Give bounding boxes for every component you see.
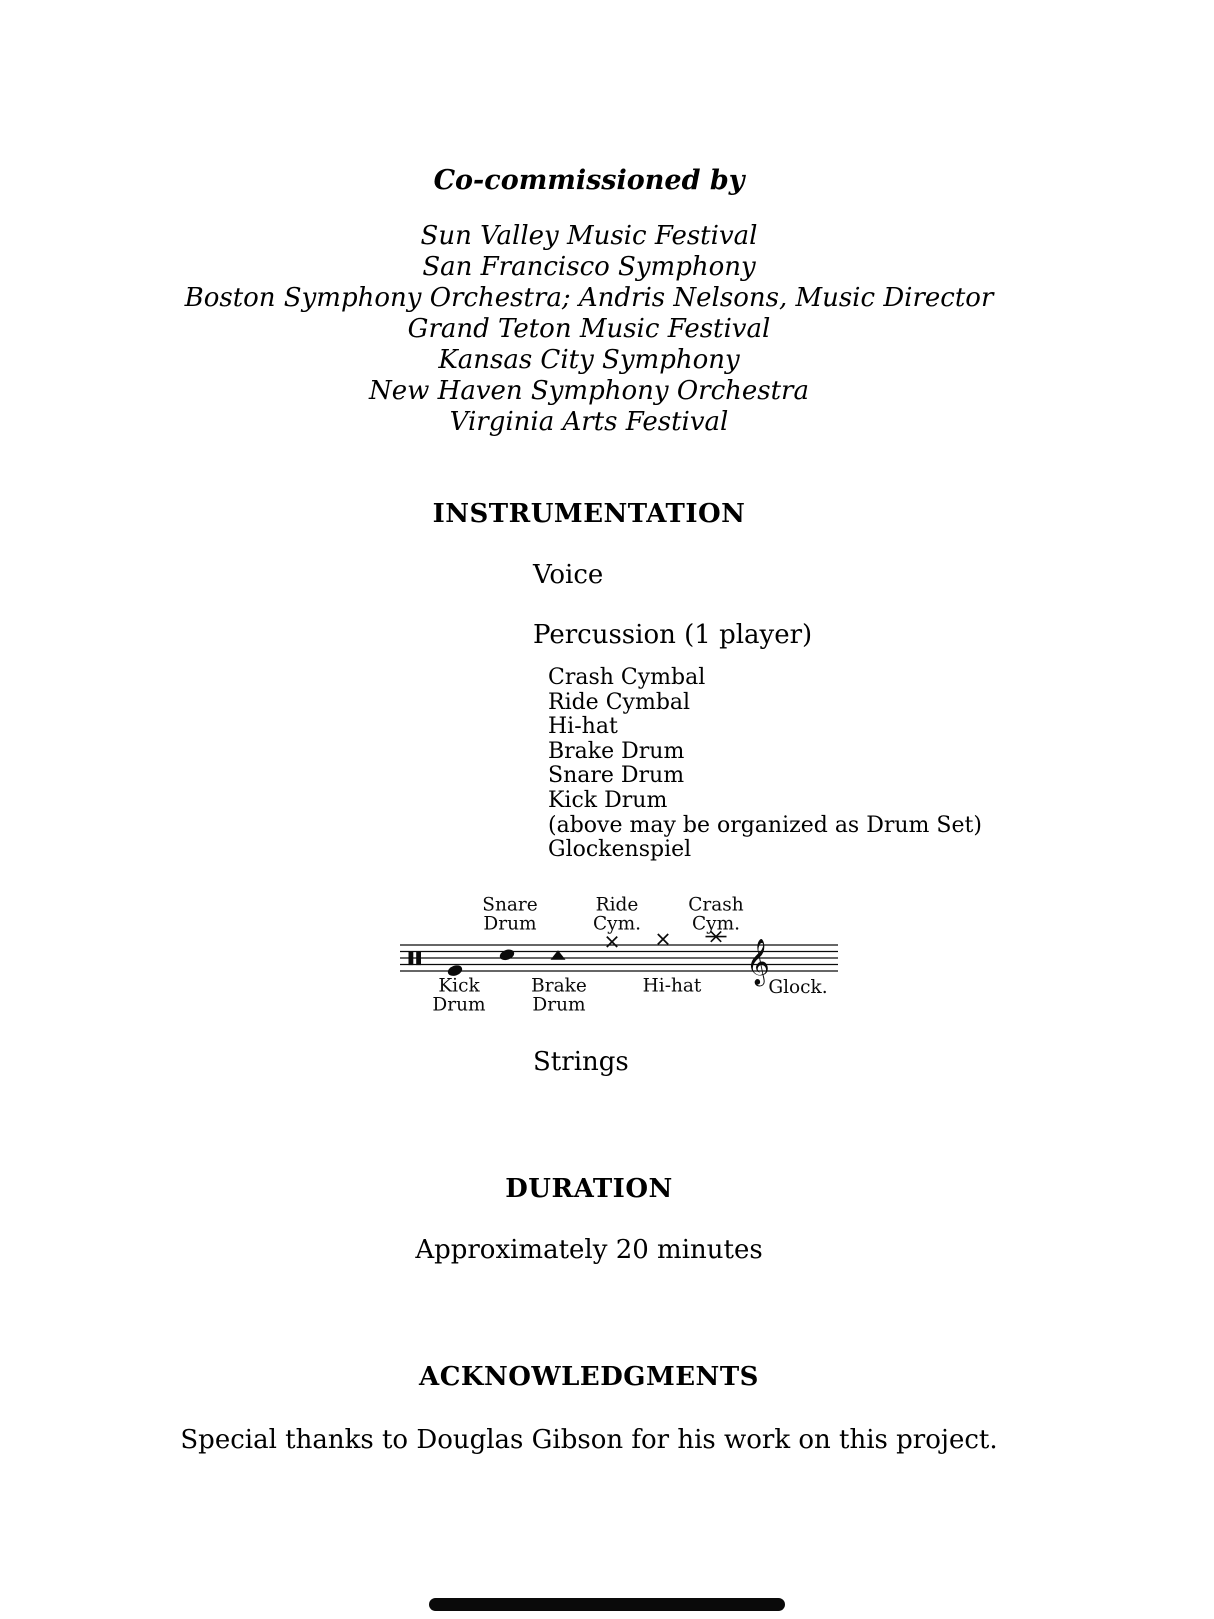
instrument-percussion: Percussion (1 player) [533,620,813,650]
hihat-label: Hi-hat [642,975,702,997]
percussion-item: Ride Cymbal [548,689,691,715]
duration-text: Approximately 20 minutes [415,1235,763,1265]
ride-cymbal-label-line2: Cym. [592,913,642,935]
snare-drum-label-line2: Drum [483,913,537,935]
percussion-item: Snare Drum [548,763,685,789]
snare-drum-label-line1: Snare [482,894,538,916]
brake-drum-label-line1: Brake [531,975,587,997]
crash-cymbal-label-line2: Cym. [691,913,741,935]
percussion-item: Crash Cymbal [548,665,706,690]
percussion-item: Hi-hat [548,714,618,740]
percussion-item: Glockenspiel [548,837,692,863]
snare-drum-notehead [498,948,515,962]
commissioner-line: New Haven Symphony Orchestra [369,376,809,406]
brake-drum-label-line2: Drum [532,994,586,1016]
treble-clef-icon: 𝄞 [746,939,770,985]
kick-drum-label-line1: Kick [438,975,480,997]
home-indicator[interactable] [429,1598,785,1611]
acknowledgments-heading: ACKNOWLEDGMENTS [419,1362,759,1392]
percussion-staff-figure [385,885,850,1020]
commissioner-line: Sun Valley Music Festival [420,221,758,251]
instrument-voice: Voice [533,560,604,590]
commissioner-line: Grand Teton Music Festival [407,314,771,344]
ride-cymbal-label-line1: Ride [595,894,639,916]
percussion-item: (above may be organized as Drum Set) [548,812,982,838]
commissioner-line: Boston Symphony Orchestra; Andris Nelsons, Music Director [184,283,994,313]
glockenspiel-label: Glock. [768,977,828,998]
kick-drum-label-line2: Drum [432,994,486,1016]
commissioner-line: Virginia Arts Festival [449,407,729,437]
instrument-strings: Strings [533,1047,629,1077]
percussion-item: Kick Drum [548,787,668,813]
acknowledgments-text: Special thanks to Douglas Gibson for his work on this project. [180,1425,998,1455]
commissioned-by-title: Co-commissioned by [433,165,745,196]
staff-lines [400,945,838,971]
commissioner-line: Kansas City Symphony [438,345,740,375]
hihat-notehead [658,934,668,944]
duration-heading: DURATION [505,1174,673,1204]
percussion-sublist [548,666,982,863]
instrumentation-heading: INSTRUMENTATION [432,499,746,529]
commissioners-list [0,221,1178,438]
crash-cymbal-label-line1: Crash [688,894,744,916]
commissioner-line: San Francisco Symphony [422,252,756,282]
percussion-item: Brake Drum [548,738,685,764]
